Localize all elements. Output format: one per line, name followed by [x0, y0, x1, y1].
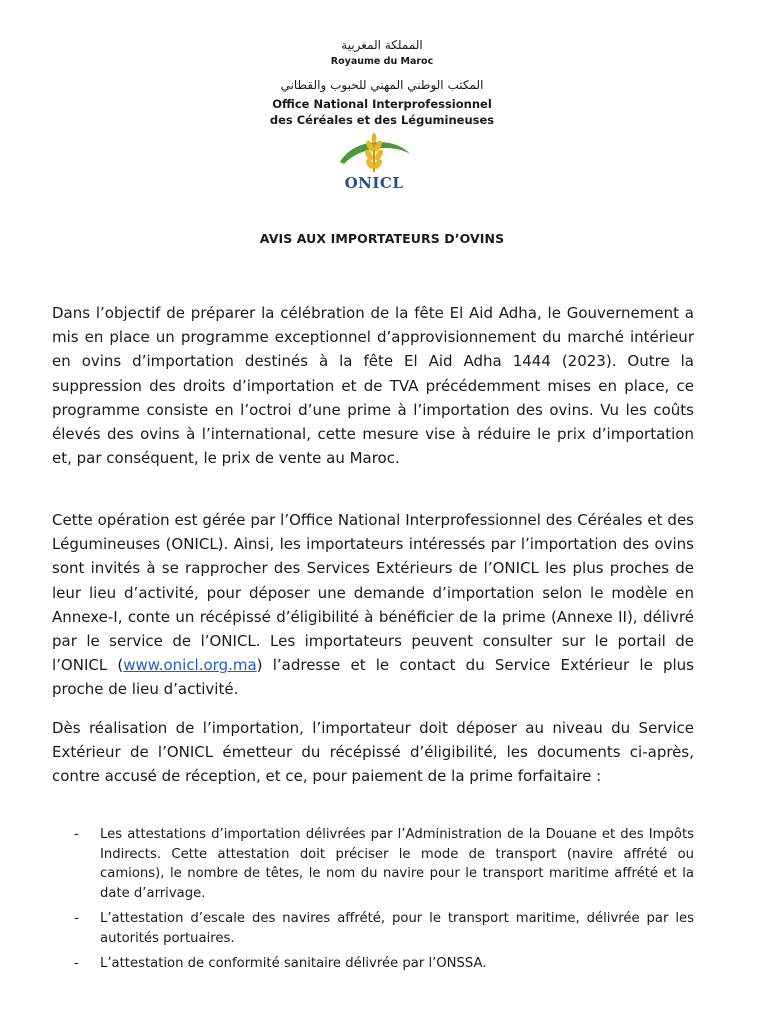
list-dash: -	[74, 827, 79, 842]
arabic-office-name: المكتب الوطني المهني للحبوب والقطاني	[280, 78, 484, 92]
list-dash: -	[74, 911, 79, 926]
paragraph-procedure-text-end: ) l’adresse et le contact du Service Extérieur le plus proche de lieu d’activité.	[52, 656, 694, 699]
paragraph-procedure	[52, 508, 694, 702]
list-dash: -	[74, 956, 79, 971]
kingdom-name: Royaume du Maroc	[330, 56, 434, 67]
arabic-kingdom-name: المملكة المغربية	[341, 38, 423, 52]
paragraph-intro: Dans l’objectif de préparer la célébration de la fête El Aid Adha, le Gouvernement a mis en place un programme exceptionnel d’approvisionnement du marché intérieur en ovins d’importation destinés à la fête El Aid Adha 1444 (2023). Outre la suppression des droits d’importation et de TVA précédemment mises en place, ce programme consiste en l’octroi d’une prime à l’importation des ovins. Vu les coûts élevés des ovins à l’international, cette mesure vise à réduire le prix d’importation et, par conséquent, le prix de vente au Maroc.	[52, 304, 694, 468]
paragraph-procedure-text: Cette opération est gérée par l’Office National Interprofessionnel des Céréales et des Légumineuses (ONICL). Ainsi, les importateurs intéressés par l’importation des ovins sont invités à se rapprocher des Services Extérieurs de l’ONICL les plus proches de leur lieu d’activité, pour déposer une demande d’importation selon le modèle en Annexe-I, conte un récépissé d’éligibilité à bénéficier de la prime (Annexe II), délivré par le service de l’ONICL. Les importateurs peuvent consulter sur le portail de l’ONICL (	[52, 511, 694, 675]
required-documents-list	[60, 825, 694, 974]
wheat-swoosh-icon	[334, 132, 414, 176]
list-item-text: Les attestations d’importation délivrées par l’Administration de la Douane et des Impôts Indirects. Cette attestation doit préciser le mode de transport (navire affrété ou camions), le nombre de têtes, le nom du navire pour le transport maritime affrété et la date d’arrivage.	[100, 827, 694, 901]
onicl-website-link[interactable]: www.onicl.org.ma	[123, 656, 257, 675]
office-name-line1: Office National Interprofessionnel	[272, 97, 492, 111]
office-name-line2: des Céréales et des Légumineuses	[269, 113, 495, 127]
office-name	[0, 96, 764, 128]
list-item	[60, 909, 694, 948]
notice-title: AVIS AUX IMPORTATEURS D’OVINS	[259, 231, 505, 246]
paragraph-documents: Dès réalisation de l’importation, l’importateur doit déposer au niveau du Service Extérieur de l’ONICL émetteur du récépissé d’éligibilité, les documents ci-après, contre accusé de réception, et ce, pour paiement de la prime forfaitaire :	[52, 719, 694, 786]
list-item-text: L’attestation d’escale des navires affrété, pour le transport maritime, délivrée par les autorités portuaires.	[100, 911, 694, 946]
onicl-logo	[334, 132, 414, 194]
list-item	[60, 954, 694, 974]
list-item-text: L’attestation de conformité sanitaire délivrée par l’ONSSA.	[100, 956, 487, 971]
list-item	[60, 825, 694, 903]
logo-text: ONICL	[344, 174, 404, 192]
